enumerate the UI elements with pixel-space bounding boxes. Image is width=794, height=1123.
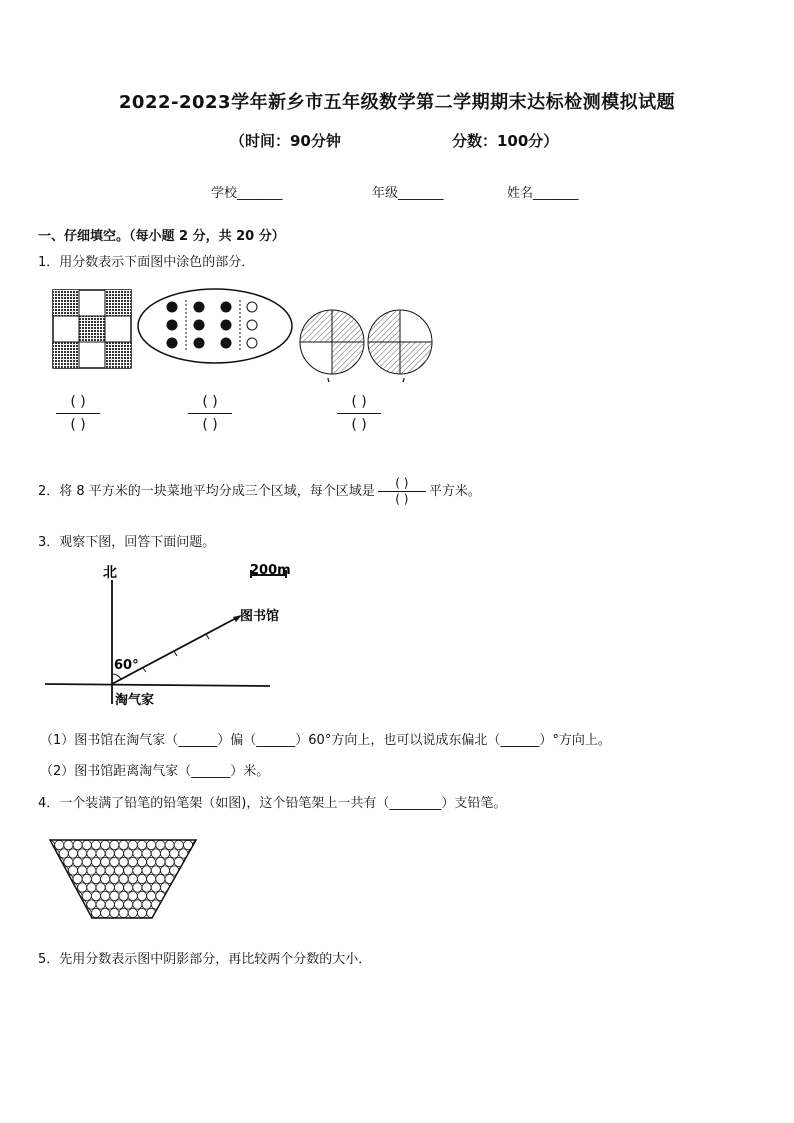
pencil-end	[156, 874, 165, 883]
pencil-end	[114, 849, 123, 858]
pencil-end	[110, 908, 119, 917]
pencil-end	[124, 866, 133, 875]
pencil-end	[128, 874, 137, 883]
pencil-end	[73, 874, 82, 883]
library-label: 图书馆	[240, 609, 280, 624]
page-title: 2022-2023学年新乡市五年级数学第二学期期末达标检测模拟试题	[118, 92, 676, 113]
pencil-end	[137, 908, 146, 917]
pencil-end	[193, 908, 202, 917]
pencil-end	[114, 866, 123, 875]
pencil-end	[68, 866, 77, 875]
pencil-end	[64, 840, 73, 849]
pencil-end	[59, 849, 68, 858]
pencil-end	[45, 874, 54, 883]
pencil-end	[147, 840, 156, 849]
pencil-end	[133, 849, 142, 858]
pencil-end	[193, 857, 202, 866]
pencil-end	[151, 883, 160, 892]
pencil-end	[50, 900, 59, 909]
pencil-end	[147, 874, 156, 883]
pencil-end	[82, 891, 91, 900]
pencil-end	[59, 900, 68, 909]
pencil-end	[133, 900, 142, 909]
pencil-end	[45, 908, 54, 917]
pencil-end	[193, 891, 202, 900]
pencil-end	[133, 866, 142, 875]
pencil-end	[96, 866, 105, 875]
q1-answer-fraction-2[interactable]: ( ) ( )	[188, 393, 232, 434]
pencil-end	[165, 857, 174, 866]
pencil-end	[124, 883, 133, 892]
pencil-end	[87, 883, 96, 892]
pencil-end	[91, 857, 100, 866]
pencil-end	[55, 840, 64, 849]
pencil-end	[119, 840, 128, 849]
question-3: 3．观察下图，回答下面问题。	[38, 535, 216, 550]
pencil-end	[142, 900, 151, 909]
q1-answer-fraction-3[interactable]: ( ) ( )	[337, 393, 381, 434]
pencil-end	[137, 840, 146, 849]
pencil-end	[174, 908, 183, 917]
question-3-part-1[interactable]: （1）图书馆在淘气家（______）偏（______）60°方向上，也可以说成东偏北（______）°方向上。	[40, 733, 611, 748]
pencil-end	[128, 891, 137, 900]
pencil-end	[101, 891, 110, 900]
pencil-end	[133, 883, 142, 892]
pencil-end	[59, 883, 68, 892]
pencil-end	[82, 857, 91, 866]
pencil-end	[193, 874, 202, 883]
pencil-end	[151, 849, 160, 858]
checker-grid-figure	[53, 290, 131, 368]
question-1: 1．用分数表示下面图中涂色的部分．	[38, 255, 255, 270]
scale-label: 200m	[250, 563, 291, 578]
pencil-end	[68, 849, 77, 858]
section-one-heading: 一、仔细填空。（每小题 2 分，共 20 分）	[38, 229, 285, 244]
pencil-end	[101, 874, 110, 883]
pencil-end	[137, 857, 146, 866]
pencil-rack-figure	[44, 836, 204, 926]
pencil-end	[188, 900, 197, 909]
school-field[interactable]: 学校_______	[211, 186, 283, 201]
pencil-end	[188, 866, 197, 875]
pencil-end	[50, 866, 59, 875]
pencil-end	[147, 891, 156, 900]
q2-answer-fraction[interactable]: ( ) ( )	[378, 477, 426, 506]
home-label: 淘气家	[115, 693, 155, 708]
question-5: 5．先用分数表示图中阴影部分，再比较两个分数的大小．	[38, 952, 372, 967]
pencil-end	[91, 874, 100, 883]
q1-figures	[40, 282, 460, 382]
pencil-end	[119, 857, 128, 866]
pencil-end	[101, 840, 110, 849]
pencil-end	[45, 857, 54, 866]
pencil-end	[64, 891, 73, 900]
pencil-end	[147, 857, 156, 866]
pencil-end	[55, 874, 64, 883]
pencil-end	[142, 883, 151, 892]
pencil-end	[114, 883, 123, 892]
pencil-end	[73, 857, 82, 866]
pencil-end	[165, 908, 174, 917]
pencil-end	[55, 891, 64, 900]
pencil-end	[110, 840, 119, 849]
pencil-end	[160, 849, 169, 858]
pencil-end	[87, 900, 96, 909]
pencil-end	[165, 840, 174, 849]
pencil-end	[82, 874, 91, 883]
pencil-end	[170, 849, 179, 858]
grade-field[interactable]: 年级_______	[372, 186, 444, 201]
pencil-end	[128, 840, 137, 849]
pencil-end	[124, 849, 133, 858]
pencil-end	[142, 866, 151, 875]
pencil-end	[174, 891, 183, 900]
pencil-end	[110, 857, 119, 866]
pencil-end	[183, 874, 192, 883]
pencil-end	[45, 891, 54, 900]
pencil-end	[73, 908, 82, 917]
pencil-end	[78, 883, 87, 892]
pencil-end	[128, 908, 137, 917]
pencil-end	[101, 857, 110, 866]
pencil-end	[78, 866, 87, 875]
pencil-end	[170, 900, 179, 909]
exam-score: 分数：100分）	[452, 132, 559, 150]
angle-label: 60°	[114, 658, 139, 673]
pencil-end	[105, 900, 114, 909]
pencil-end	[105, 866, 114, 875]
pencil-end	[78, 849, 87, 858]
pencil-end	[174, 840, 183, 849]
pencil-end	[124, 900, 133, 909]
pencil-end	[101, 908, 110, 917]
pencil-end	[142, 849, 151, 858]
pencil-end	[179, 900, 188, 909]
pencil-end	[179, 883, 188, 892]
q1-answer-fraction-1[interactable]: ( ) ( )	[56, 393, 100, 434]
pencil-end	[68, 900, 77, 909]
pencil-end	[64, 857, 73, 866]
pencil-end	[137, 891, 146, 900]
pencil-end	[110, 891, 119, 900]
pencil-end	[183, 908, 192, 917]
exam-time: （时间：90分钟	[230, 132, 341, 150]
pencil-end	[156, 840, 165, 849]
pencil-end	[119, 891, 128, 900]
pencil-end	[55, 908, 64, 917]
question-3-part-2[interactable]: （2）图书馆距离淘气家（______）米。	[40, 764, 270, 779]
pencil-end	[110, 874, 119, 883]
pencil-end	[50, 883, 59, 892]
pencil-end	[114, 900, 123, 909]
pencil-end	[188, 883, 197, 892]
pencil-end	[73, 840, 82, 849]
two-circles-figure	[300, 310, 432, 382]
pencil-end	[151, 866, 160, 875]
pencil-end	[160, 866, 169, 875]
north-label: 北	[103, 565, 117, 581]
pencil-end	[119, 908, 128, 917]
pencil-end	[105, 849, 114, 858]
pencil-end	[105, 883, 114, 892]
direction-map	[40, 556, 310, 716]
pencil-end	[91, 908, 100, 917]
pencil-end	[87, 849, 96, 858]
pencil-end	[64, 908, 73, 917]
question-2: 2．将 8 平方米的一块菜地平均分成三个区域，每个区域是 ( ) ( ) 平方米。	[38, 476, 481, 506]
name-field[interactable]: 姓名_______	[507, 186, 579, 201]
pencil-end	[156, 857, 165, 866]
pencil-end	[91, 891, 100, 900]
pencil-end	[82, 840, 91, 849]
pencil-end	[96, 900, 105, 909]
pencil-end	[91, 840, 100, 849]
pencil-end	[87, 866, 96, 875]
pencil-end	[96, 849, 105, 858]
pencil-end	[137, 874, 146, 883]
question-4[interactable]: 4．一个装满了铅笔的铅笔架（如图)，这个铅笔架上一共有（________）支铅笔。	[38, 796, 507, 811]
pencil-end	[96, 883, 105, 892]
pencil-end	[128, 857, 137, 866]
pencil-end	[183, 891, 192, 900]
pencil-end	[119, 874, 128, 883]
dots-ellipse-figure	[138, 289, 292, 363]
